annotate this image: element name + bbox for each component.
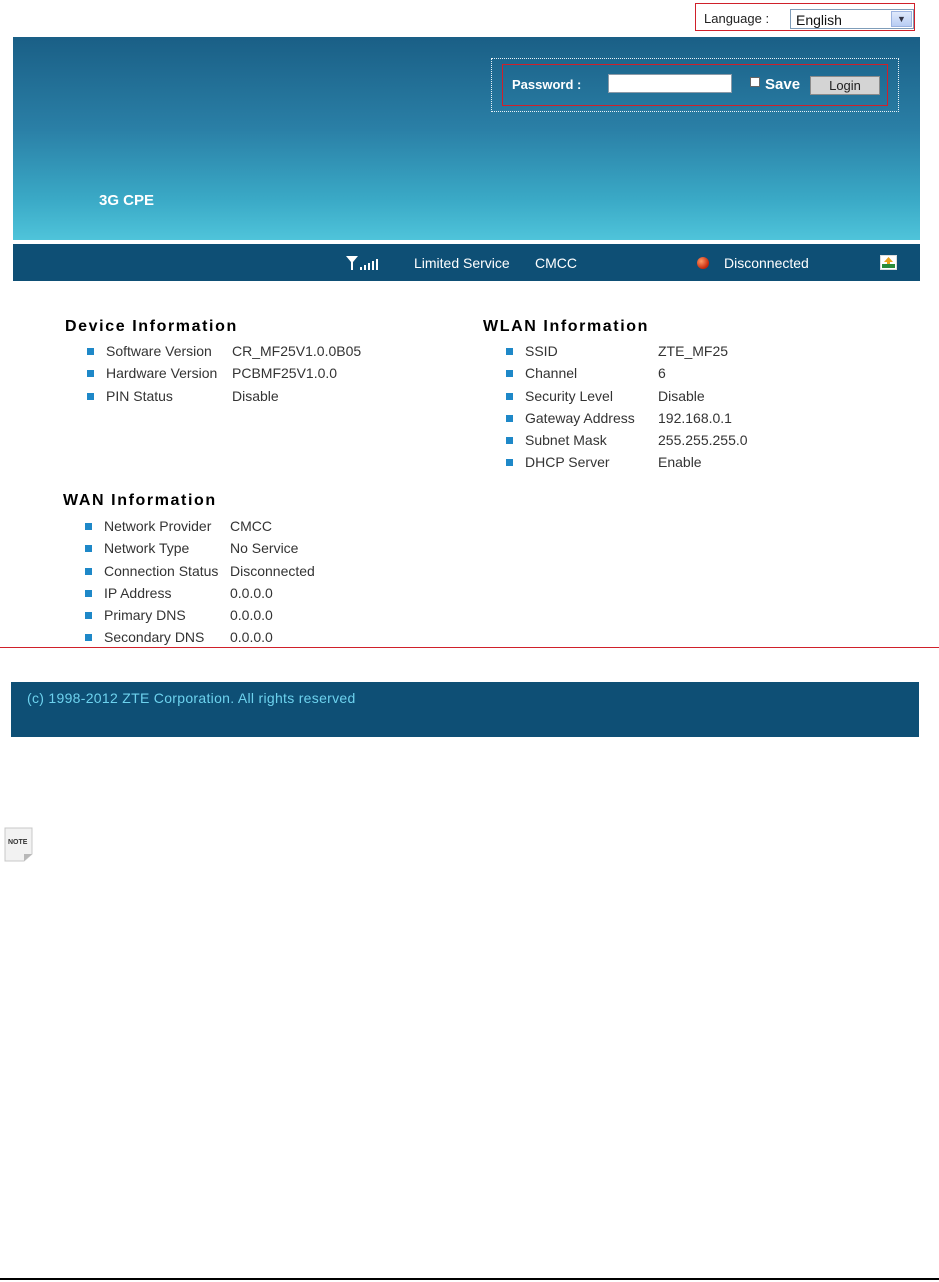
bullet-icon [85,634,92,641]
info-value: 6 [658,365,666,382]
language-selector-box [695,3,915,31]
bullet-icon [506,459,513,466]
info-label: Network Type [104,540,190,557]
password-label: Password : [512,77,582,92]
info-label: Software Version [106,343,212,359]
list-item [85,585,425,607]
login-button[interactable]: Login [810,76,880,95]
note-icon [2,826,34,862]
copyright-text: (c) 1998-2012 ZTE Corporation. All rights reserved [27,690,356,706]
info-label: Primary DNS [104,607,186,624]
update-icon[interactable] [880,255,897,270]
info-value: 0.0.0.0 [230,629,273,646]
signal-strength-icon [346,255,380,271]
list-item [506,410,846,432]
info-label: DHCP Server [525,454,610,471]
info-value: CR_MF25V1.0.0B05 [232,343,362,359]
bullet-icon [506,348,513,355]
info-value: Disconnected [230,562,315,579]
bullet-icon [506,437,513,444]
page-bottom-rule [0,1278,939,1280]
list-item [506,365,846,387]
wan-info-title: WAN Information [63,492,217,509]
divider [0,647,939,648]
bullet-icon [85,523,92,530]
login-panel [491,58,899,112]
connection-status: Disconnected [724,255,809,271]
bullet-icon [85,612,92,619]
bullet-icon [85,590,92,597]
wlan-info-title: WLAN Information [483,318,650,335]
save-checkbox[interactable] [750,77,760,87]
list-item [87,388,427,410]
device-info-list [87,343,427,410]
chevron-down-icon[interactable]: ▼ [891,11,912,27]
provider-name: CMCC [535,255,577,271]
bullet-icon [506,370,513,377]
language-select[interactable] [790,9,914,29]
list-item [85,540,425,562]
info-value: ZTE_MF25 [658,343,729,359]
bullet-icon [85,568,92,575]
bullet-icon [506,415,513,422]
info-label: IP Address [104,584,172,601]
list-item [506,388,846,410]
wlan-info-list [506,343,846,477]
info-value: 255.255.255.0 [658,432,748,449]
info-value: Disable [232,387,279,404]
list-item [87,343,427,365]
bullet-icon [87,348,94,355]
login-form [502,64,888,106]
bullet-icon [87,370,94,377]
status-bar [13,244,920,281]
list-item [87,365,427,387]
info-value: Enable [658,454,702,471]
bullet-icon [506,393,513,400]
info-value: 192.168.0.1 [658,409,732,426]
list-item [506,343,846,365]
device-info-title: Device Information [65,318,238,335]
info-label: Connection Status [104,562,219,579]
password-input[interactable] [608,74,732,93]
service-status: Limited Service [414,255,510,271]
wan-info-list [85,518,425,652]
header-banner [13,37,920,240]
info-label: Channel [525,365,578,382]
language-label: Language : [704,11,770,26]
info-label: Gateway Address [525,409,635,426]
list-item [506,454,846,476]
list-item [85,518,425,540]
connection-status-icon [697,257,709,269]
product-name: 3G CPE [99,192,155,209]
info-value: No Service [230,540,299,557]
list-item [85,629,425,651]
list-item [85,607,425,629]
bullet-icon [85,545,92,552]
info-value: 0.0.0.0 [230,607,273,624]
note-icon-label: NOTE [8,839,28,846]
list-item [85,563,425,585]
info-value: PCBMF25V1.0.0 [232,365,338,382]
info-label: Hardware Version [106,365,218,382]
language-selected-value: English [796,12,842,28]
save-label: Save [765,76,801,93]
info-value: Disable [658,387,705,404]
list-item [506,432,846,454]
info-value: 0.0.0.0 [230,584,273,601]
bullet-icon [87,393,94,400]
info-label: Network Provider [104,518,212,534]
info-label: Security Level [525,387,613,404]
info-value: CMCC [230,518,272,534]
info-label: SSID [525,343,558,359]
info-label: Secondary DNS [104,629,205,646]
footer [11,682,919,737]
info-label: Subnet Mask [525,432,607,449]
info-label: PIN Status [106,387,173,404]
